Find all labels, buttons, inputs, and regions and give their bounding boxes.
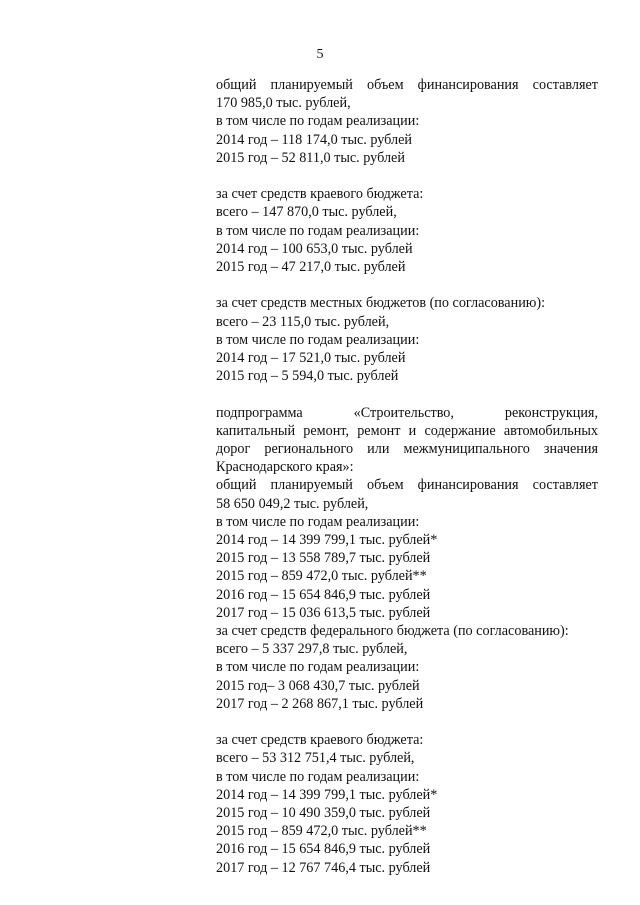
text-line: 2015 год – 47 217,0 тыс. рублей: [216, 259, 406, 276]
text-line: 2017 год – 12 767 746,4 тыс. рублей: [216, 859, 431, 876]
text-block: [216, 294, 598, 385]
text-line: 2015 год – 13 558 789,7 тыс. рублей: [216, 550, 431, 567]
text-line: 2015 год – 859 472,0 тыс. рублей**: [216, 568, 427, 585]
text-line: 2017 год – 15 036 613,5 тыс. рублей: [216, 604, 431, 621]
text-line: всего – 53 312 751,4 тыс. рублей,: [216, 750, 415, 767]
text-line: в том числе по годам реализации:: [216, 331, 420, 348]
text-line: 2016 год – 15 654 846,9 тыс. рублей: [216, 586, 431, 603]
text-line: подпрограмма «Строительство, реконструкция,: [216, 404, 598, 421]
text-block: [216, 622, 598, 713]
text-line: всего – 5 337 297,8 тыс. рублей,: [216, 641, 408, 658]
text-line: в том числе по годам реализации:: [216, 113, 420, 130]
text-line: за счет средств краевого бюджета:: [216, 732, 424, 749]
text-line: за счет средств местных бюджетов (по согласованию):: [216, 295, 546, 312]
text-line: в том числе по годам реализации:: [216, 768, 420, 785]
text-block: [216, 76, 598, 167]
text-line: всего – 23 115,0 тыс. рублей,: [216, 313, 390, 330]
text-block: [216, 404, 598, 622]
text-line: в том числе по годам реализации:: [216, 222, 420, 239]
paragraph-spacer: [216, 167, 598, 185]
text-line: дорог регионального или межмуниципального значения: [216, 441, 598, 458]
text-line: за счет средств федерального бюджета (по согласованию):: [216, 623, 569, 640]
text-line: 2014 год – 14 399 799,1 тыс. рублей*: [216, 532, 438, 549]
text-block: [216, 185, 598, 276]
text-line: 2015 год– 3 068 430,7 тыс. рублей: [216, 677, 420, 694]
paragraph-spacer: [216, 276, 598, 294]
text-line: 2014 год – 14 399 799,1 тыс. рублей*: [216, 786, 438, 803]
page-number: 5: [316, 47, 324, 62]
text-line: в том числе по годам реализации:: [216, 513, 420, 530]
paragraph-spacer: [216, 385, 598, 403]
text-line: капитальный ремонт, ремонт и содержание автомобильных: [216, 422, 598, 439]
text-line: в том числе по годам реализации:: [216, 659, 420, 676]
text-line: 2016 год – 15 654 846,9 тыс. рублей: [216, 841, 431, 858]
text-line: за счет средств краевого бюджета:: [216, 186, 424, 203]
text-block: [216, 731, 598, 877]
text-line: 170 985,0 тыс. рублей,: [216, 95, 351, 112]
text-line: 2017 год – 2 268 867,1 тыс. рублей: [216, 695, 424, 712]
text-line: 2015 год – 10 490 359,0 тыс. рублей: [216, 805, 431, 822]
text-line: 2014 год – 100 653,0 тыс. рублей: [216, 240, 413, 257]
text-line: 2014 год – 17 521,0 тыс. рублей: [216, 350, 406, 367]
document-body: [216, 76, 598, 877]
text-line: 2015 год – 5 594,0 тыс. рублей: [216, 368, 399, 385]
text-line: 2014 год – 118 174,0 тыс. рублей: [216, 131, 413, 148]
paragraph-spacer: [216, 713, 598, 731]
text-line: 58 650 049,2 тыс. рублей,: [216, 495, 369, 512]
text-line: всего – 147 870,0 тыс. рублей,: [216, 204, 397, 221]
text-line: общий планируемый объем финансирования составляет: [216, 477, 598, 494]
text-line: 2015 год – 859 472,0 тыс. рублей**: [216, 823, 427, 840]
text-line: Краснодарского края»:: [216, 459, 354, 476]
text-line: 2015 год – 52 811,0 тыс. рублей: [216, 149, 405, 166]
text-line: общий планируемый объем финансирования составляет: [216, 77, 598, 93]
